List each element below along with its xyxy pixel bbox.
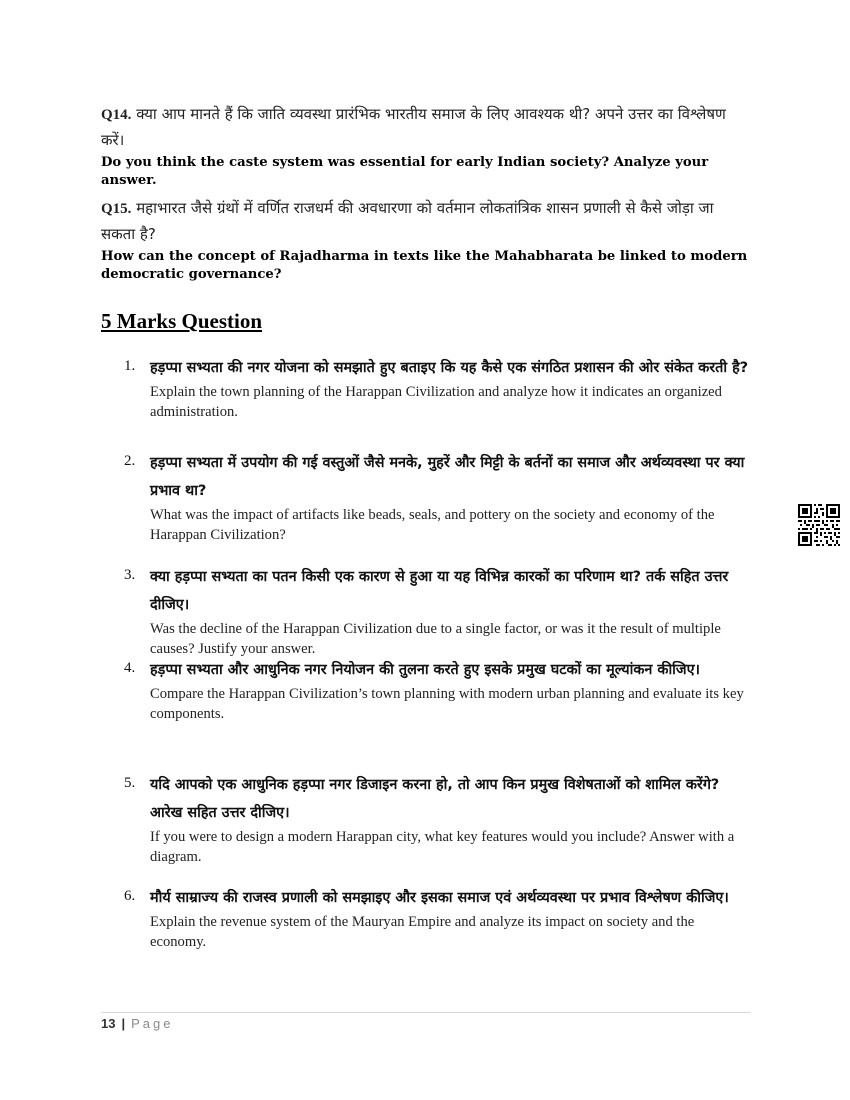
item-number: 4. xyxy=(124,660,136,676)
list-item xyxy=(124,656,749,724)
question-hindi: Q15. महाभारत जैसे ग्रंथों में वर्णित राजधर्म की अवधारणा को वर्तमान लोकतांत्रिक शासन प्रणाली से कैसे जोड़ा जा सकता है? xyxy=(101,199,714,243)
page-number: 13 xyxy=(101,1016,116,1031)
page-label: Page xyxy=(131,1016,174,1031)
item-english: If you were to design a modern Harappan city, what key features would you include? Answer with a diagram. xyxy=(150,829,735,865)
footer-divider xyxy=(101,1012,751,1013)
footer-separator: | xyxy=(121,1016,126,1031)
item-hindi: मौर्य साम्राज्य की राजस्व प्रणाली को समझाइए और इसका समाज एवं अर्थव्यवस्था पर प्रभाव विश्लेषण कीजिए। xyxy=(150,890,729,906)
item-hindi: यदि आपको एक आधुनिक हड़प्पा नगर डिजाइन करना हो, तो आप किन प्रमुख विशेषताओं को शामिल करेंगे? आरेख सहित उत्तर दीजिए। xyxy=(150,777,720,821)
question-hindi: Q14. क्या आप मानते हैं कि जाति व्यवस्था प्रारंभिक भारतीय समाज के लिए आवश्यक थी? अपने उत्तर का विश्लेषण करें। xyxy=(101,105,726,149)
item-number: 6. xyxy=(124,888,136,904)
question-q14 xyxy=(101,102,751,190)
item-english: What was the impact of artifacts like beads, seals, and pottery on the society and economy of the Harappan Civilization? xyxy=(150,507,715,543)
item-english: Explain the revenue system of the Mauryan Empire and analyze its impact on society and the economy. xyxy=(150,914,695,950)
question-english: Do you think the caste system was essential for early Indian society? Analyze your answer. xyxy=(101,155,709,188)
item-number: 2. xyxy=(124,453,136,469)
page-footer xyxy=(101,1016,173,1031)
question-number: Q15. xyxy=(101,201,132,217)
list-item xyxy=(124,449,749,545)
list-item xyxy=(124,771,749,867)
item-hindi: हड़प्पा सभ्यता में उपयोग की गई वस्तुओं जैसे मनके, मुहरें और मिट्टी के बर्तनों का समाज और अर्थव्यवस्था पर क्या प्रभाव था? xyxy=(150,455,745,499)
item-hindi: हड़प्पा सभ्यता और आधुनिक नगर नियोजन की तुलना करते हुए इसके प्रमुख घटकों का मूल्यांकन कीजिए। xyxy=(150,662,700,678)
item-english: Was the decline of the Harappan Civilization due to a single factor, or was it the result of multiple causes? Justify your answer. xyxy=(150,621,721,657)
question-q15 xyxy=(101,196,751,284)
question-english: How can the concept of Rajadharma in texts like the Mahabharata be linked to modern democratic governance? xyxy=(101,249,748,282)
qr-code-icon[interactable] xyxy=(798,504,840,546)
item-hindi: हड़प्पा सभ्यता की नगर योजना को समझाते हुए बताइए कि यह कैसे एक संगठित प्रशासन की ओर संकेत करती है? xyxy=(150,360,749,376)
list-item xyxy=(124,354,749,422)
item-english: Compare the Harappan Civilization’s town planning with modern urban planning and evaluate its key components. xyxy=(150,686,744,722)
item-number: 5. xyxy=(124,775,136,791)
item-english: Explain the town planning of the Harappan Civilization and analyze how it indicates an organized administration. xyxy=(150,384,722,420)
item-number: 1. xyxy=(124,358,136,374)
item-hindi: क्या हड़प्पा सभ्यता का पतन किसी एक कारण से हुआ या यह विभिन्न कारकों का परिणाम था? तर्क सहित उत्तर दीजिए। xyxy=(150,569,729,613)
list-item xyxy=(124,884,749,952)
question-number: Q14. xyxy=(101,107,132,123)
section-title: 5 Marks Question xyxy=(101,309,263,333)
item-number: 3. xyxy=(124,567,136,583)
list-item xyxy=(124,563,749,659)
